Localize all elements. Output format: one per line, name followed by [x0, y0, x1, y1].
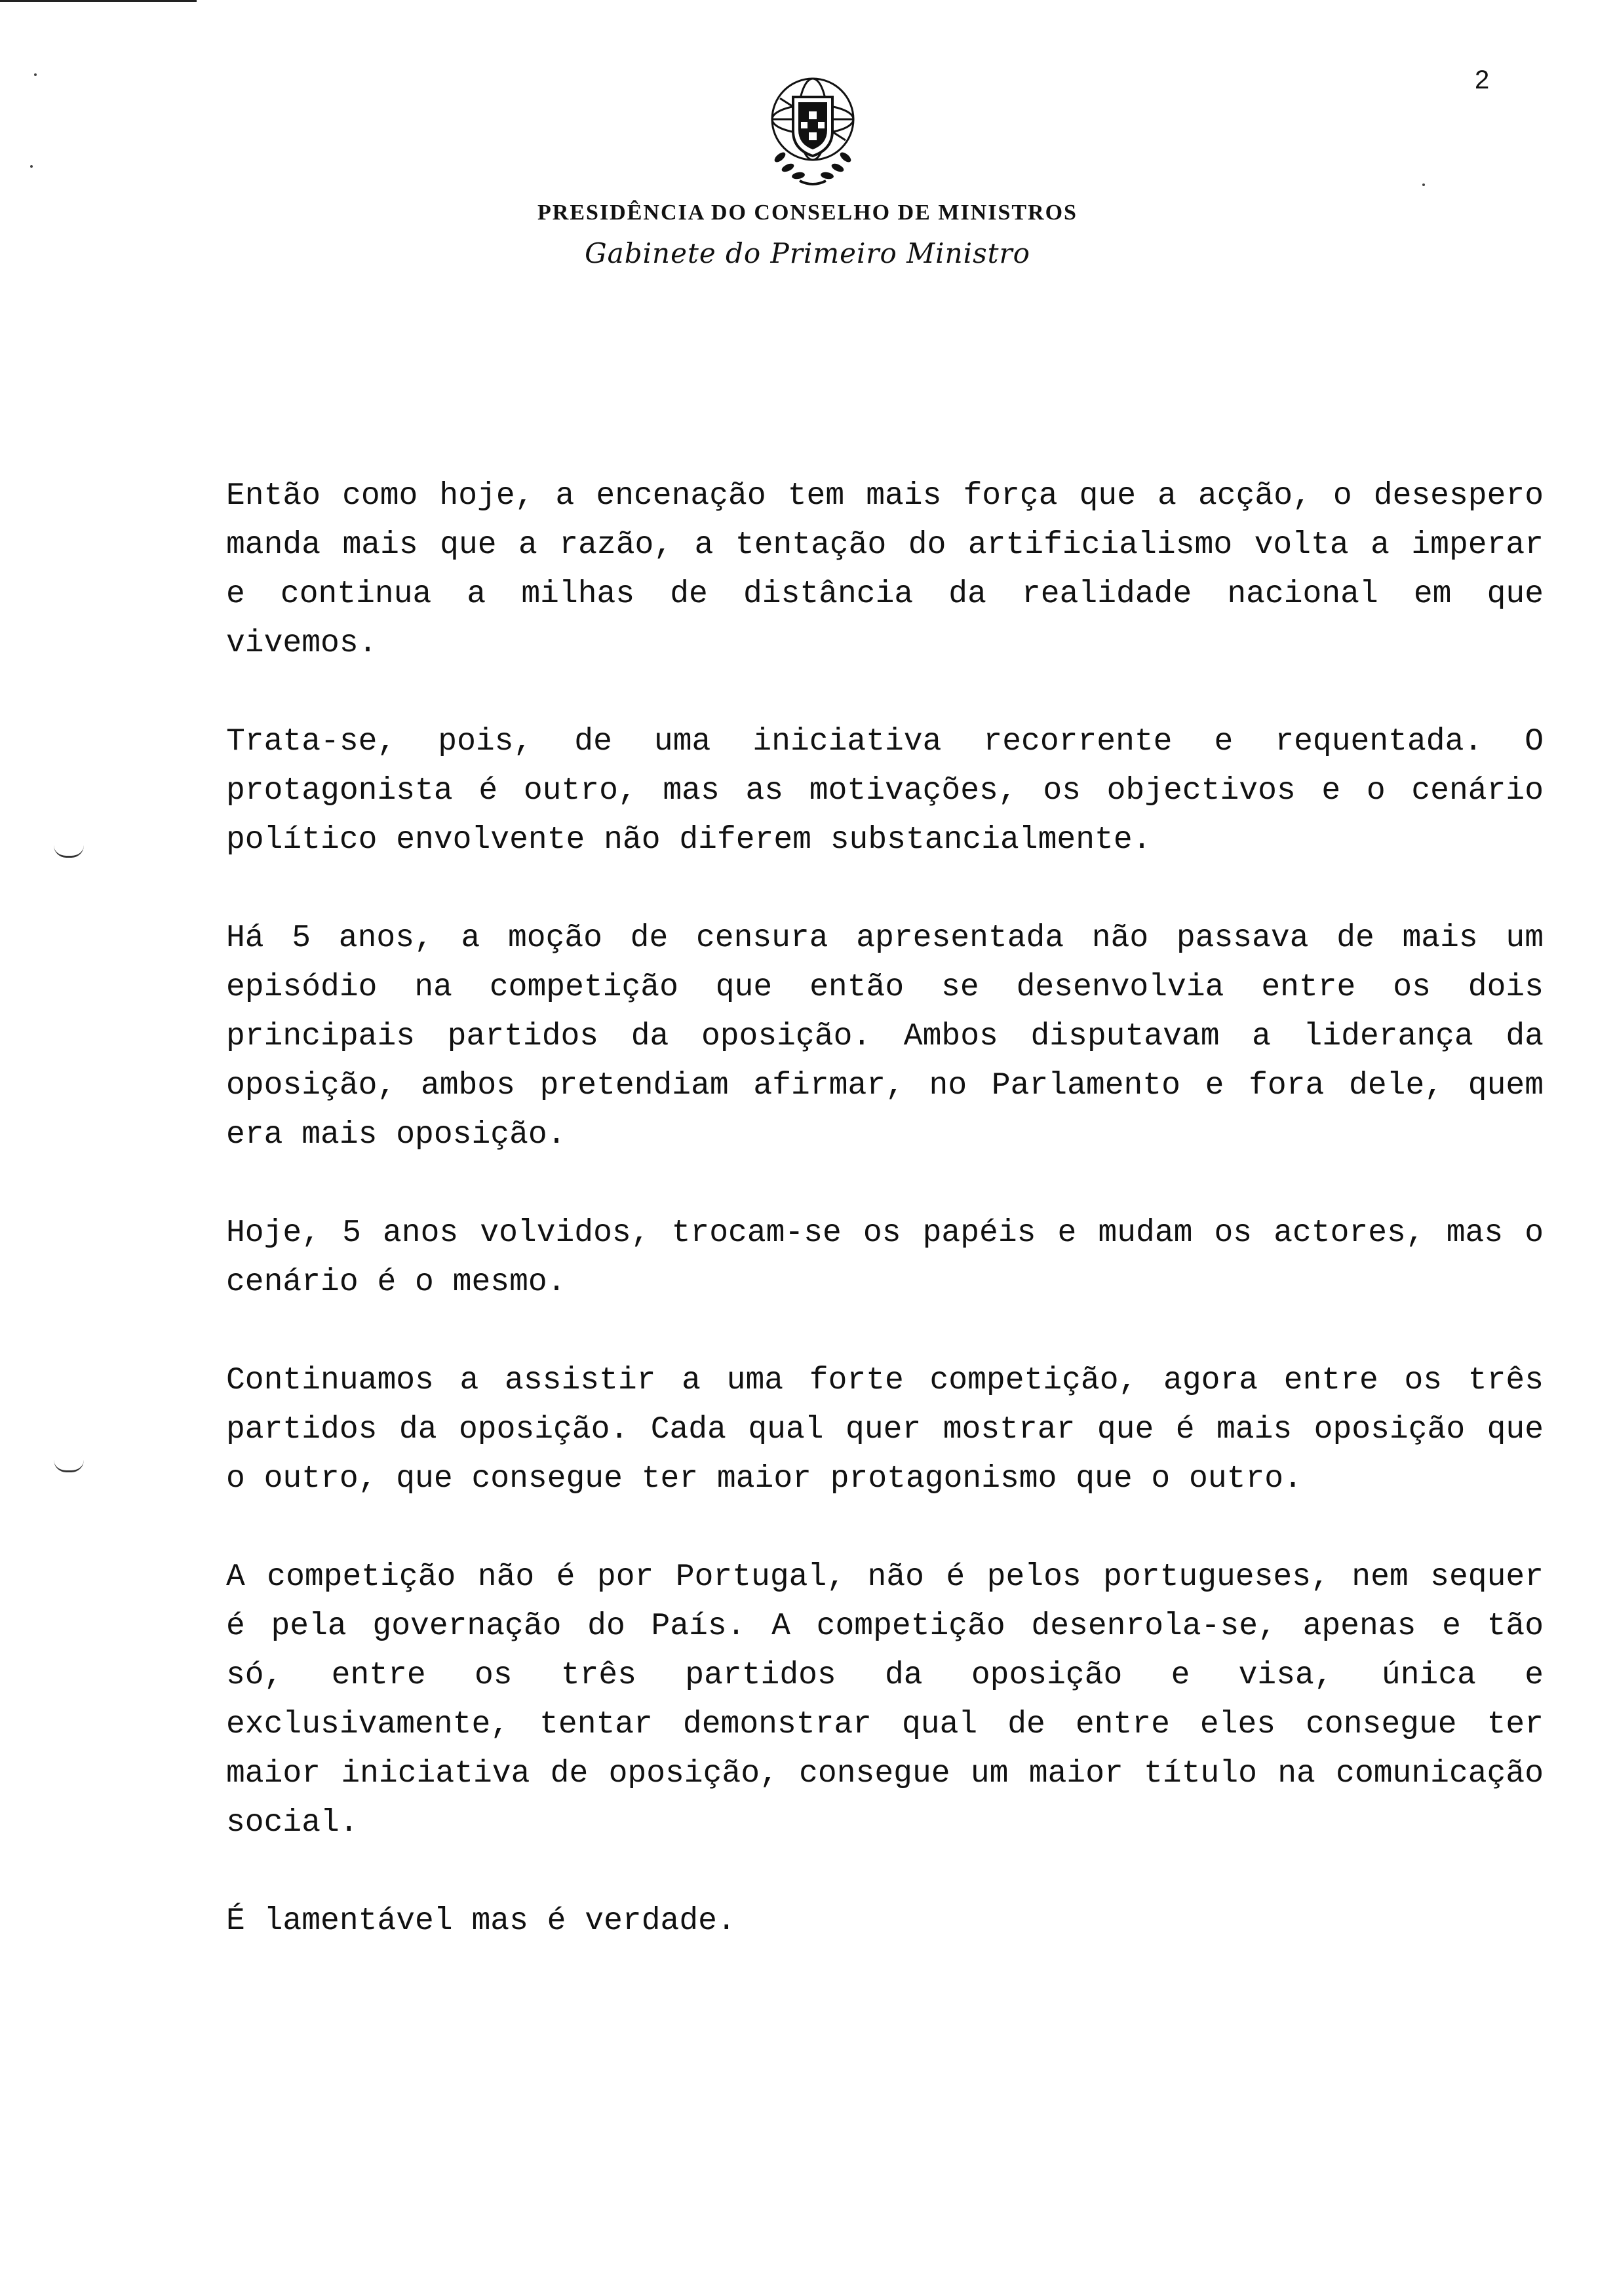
page-number: 2 — [1475, 66, 1490, 94]
coat-of-arms-icon — [760, 66, 865, 190]
margin-punch-mark — [54, 845, 84, 858]
scan-edge-line — [0, 0, 197, 2]
paragraph-7: É lamentável mas é verdade. — [226, 1904, 736, 1939]
paragraph-2: Trata-se, pois, de uma iniciativa recorrente e requentada. O protagonista é outro, mas as motivações, os objectivos e o cenário político envolvente não diferem substancialmente. — [226, 724, 1544, 858]
margin-punch-mark — [54, 1460, 84, 1472]
paragraph-4: Hoje, 5 anos volvidos, trocam-se os papéis e mudam os actores, mas o cenário é o mesmo. — [226, 1215, 1544, 1300]
paragraph-3: Há 5 anos, a moção de censura apresentada não passava de mais um episódio na competição que então se desenvolvia entre os dois principais partidos da oposição. Ambos disputavam a liderança da oposição, ambos pretendiam afirmar, no Parlamento e fora dele, quem era mais oposição. — [226, 921, 1544, 1153]
paragraph-6: A competição não é por Portugal, não é pelos portugueses, nem sequer é pela governação do País. A competição desenrola-se, apenas e tão só, entre os três partidos da oposição e visa, única e exclusivamente, tentar demonstrar qual de entre eles consegue ter maior iniciativa de oposição, consegue um maior título na comunicação social. — [226, 1559, 1544, 1841]
paragraph-5: Continuamos a assistir a uma forte competição, agora entre os três partidos da oposição. Cada qual quer mostrar que é mais oposição que o outro, que consegue ter maior protagonismo que o outro. — [226, 1363, 1544, 1497]
paragraph-1: Então como hoje, a encenação tem mais força que a acção, o desespero manda mais que a razão, a tentação do artificialismo volta a imperar e continua a milhas de distância da realidade nacional em que vivemos. — [226, 478, 1544, 661]
document-body — [226, 472, 1544, 1995]
scan-speck — [34, 73, 37, 76]
letterhead-organization: PRESIDÊNCIA DO CONSELHO DE MINISTROS — [537, 201, 1078, 225]
scan-speck — [1422, 183, 1425, 186]
scan-speck — [30, 165, 33, 168]
letterhead-office: Gabinete do Primeiro Ministro — [585, 237, 1030, 269]
